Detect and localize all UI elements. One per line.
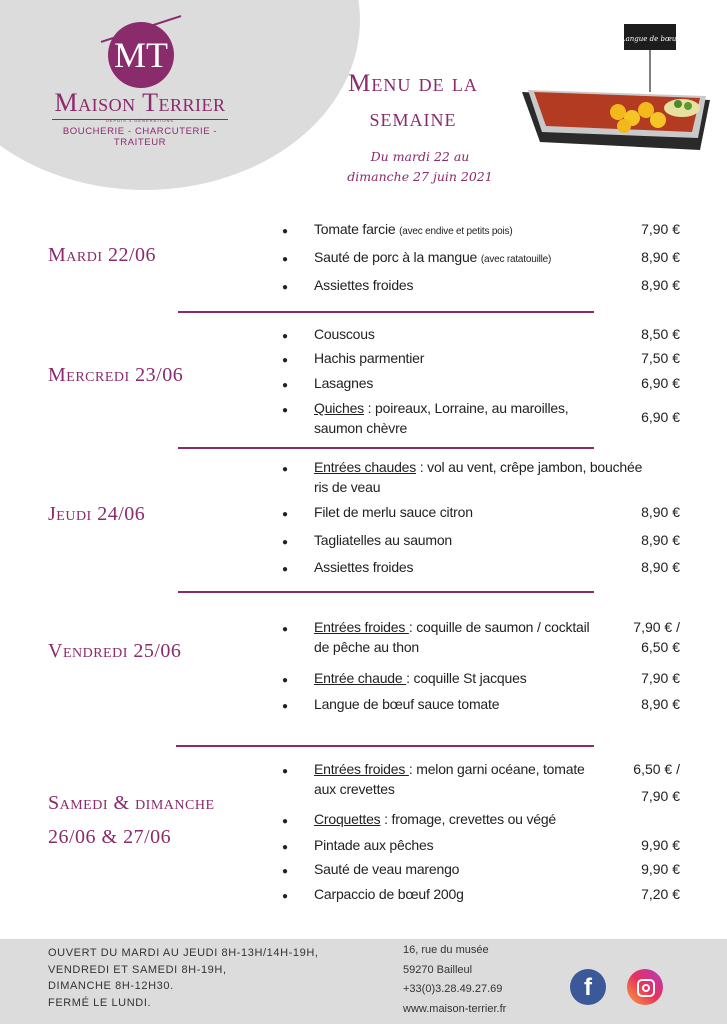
menu-price: 8,50 € [641,326,680,342]
phone-number[interactable]: +33(0)3.28.49.27.69 [403,983,503,995]
brand-monogram: MT [114,35,168,75]
menu-price: 6,90 € [641,409,680,425]
menu-item: Assiettes froides [314,559,414,575]
bullet: ● [282,355,289,366]
bullet: ● [282,891,289,902]
section-divider [178,591,594,593]
menu-price: 9,90 € [641,861,680,877]
bullet: ● [282,766,289,777]
menu-item: Filet de merlu sauce citron [314,504,473,520]
dish-herb [684,102,692,110]
bullet: ● [282,226,289,237]
day-label-jeudi: Jeudi 24/06 [48,503,146,525]
bullet: ● [282,331,289,342]
bullet: ● [282,842,289,853]
menu-item: Couscous [314,326,375,342]
dates-line-1: Du mardi 22 au [370,149,470,164]
bullet: ● [282,380,289,391]
section-divider [178,447,594,449]
bullet: ● [282,624,289,635]
bullet: ● [282,464,289,475]
brand-name: Maison Terrier [54,88,226,117]
brand-subtitle: DEPUIS 3 GÉNÉRATIONS [105,118,175,123]
menu-price: 7,20 € [641,886,680,902]
menu-item: Entrées froides : melon garni océane, tomate aux crevettes [314,761,585,797]
address-city: 59270 Bailleul [403,963,473,976]
bullet: ● [282,254,289,265]
day-label-mardi: Mardi 22/06 [48,244,157,266]
menu-price: 6,50 € / 7,90 € [633,761,680,804]
menu-item: Croquettes : fromage, crevettes ou végé [314,811,557,827]
opening-hours [48,945,378,1011]
dish-photo [520,20,715,160]
bullet: ● [282,282,289,293]
brand-tagline: BOUCHERIE - CHARCUTERIE - TRAITEUR [62,126,218,148]
menu-price: 8,90 € [641,532,680,548]
bullet: ● [282,675,289,686]
bullet: ● [282,405,289,416]
bullet: ● [282,866,289,877]
menu-item: Sauté de porc à la mangue (avec ratatouille) [314,249,552,265]
menu-price: 7,90 € [641,221,680,237]
menu-price: 8,90 € [641,277,680,293]
potato [617,119,631,133]
day-label-vendredi: Vendredi 25/06 [48,640,182,662]
menu-item: Hachis parmentier [314,350,425,366]
section-divider [178,311,594,313]
website-link[interactable]: www.maison-terrier.fr [403,1002,507,1015]
address-street: 16, rue du musée [403,944,489,956]
menu-price: 6,90 € [641,375,680,391]
menu-price: 8,90 € [641,696,680,712]
dates-line-2: dimanche 27 juin 2021 [347,169,493,184]
title-line-2: semaine [369,105,457,132]
section-divider [176,745,594,747]
bullet: ● [282,537,289,548]
menu-item: Entrées froides : coquille de saumon / cocktail de pêche au thon [314,619,590,655]
bullet: ● [282,509,289,520]
menu-item: Entrée chaude : coquille St jacques [314,670,527,686]
title-line-1: Menu de la [348,70,478,97]
menu-item: Carpaccio de bœuf 200g [314,886,464,902]
menu-item: Pintade aux pêches [314,837,434,853]
facebook-icon[interactable]: f [570,969,606,1005]
page-title [318,66,508,136]
hours-line: DIMANCHE 8H-12H30. [48,980,174,992]
day-label-weekend-dates: 26/06 & 27/06 [48,826,172,848]
hours-line: VENDREDI ET SAMEDI 8H-19H, [48,963,227,976]
potato [610,104,626,120]
contact-info [403,941,553,1019]
menu-item: Quiches : poireaux, Lorraine, au maroilles, saumon chèvre [314,400,569,436]
brand-logo [108,22,174,88]
menu-price: 9,90 € [641,837,680,853]
dish-sign-text: Langue de bœuf [620,35,680,43]
menu-item: Assiettes froides [314,277,414,293]
menu-item: Entrées chaudes : vol au vent, crêpe jambon, bouchée ris de veau [314,459,643,495]
bullet: ● [282,564,289,575]
hours-line: FERMÉ LE LUNDI. [48,996,152,1009]
menu-item: Langue de bœuf sauce tomate [314,696,500,712]
menu-item: Lasagnes [314,375,374,391]
potato [650,112,666,128]
instagram-lens [642,984,650,992]
menu-price: 7,50 € [641,350,680,366]
menu-item: Sauté de veau marengo [314,861,460,877]
hours-line: OUVERT DU MARDI AU JEUDI 8H-13H/14H-19H, [48,947,319,959]
menu-item: Tagliatelles au saumon [314,532,453,548]
menu-dates [320,147,520,187]
menu-price: 7,90 € / 6,50 € [633,619,680,655]
instagram-icon[interactable] [627,969,663,1005]
menu-price: 8,90 € [641,504,680,520]
menu-price: 8,90 € [641,559,680,575]
dish-herb [674,100,682,108]
day-label-weekend: Samedi & dimanche [48,792,215,814]
menu-price: 7,90 € [641,670,680,686]
menu-price: 8,90 € [641,249,680,265]
bullet: ● [282,816,289,827]
menu-item: Tomate farcie (avec endive et petits pois) [314,221,513,237]
day-label-mercredi: Mercredi 23/06 [48,364,184,386]
dish-garnish [664,99,700,117]
bullet: ● [282,701,289,712]
